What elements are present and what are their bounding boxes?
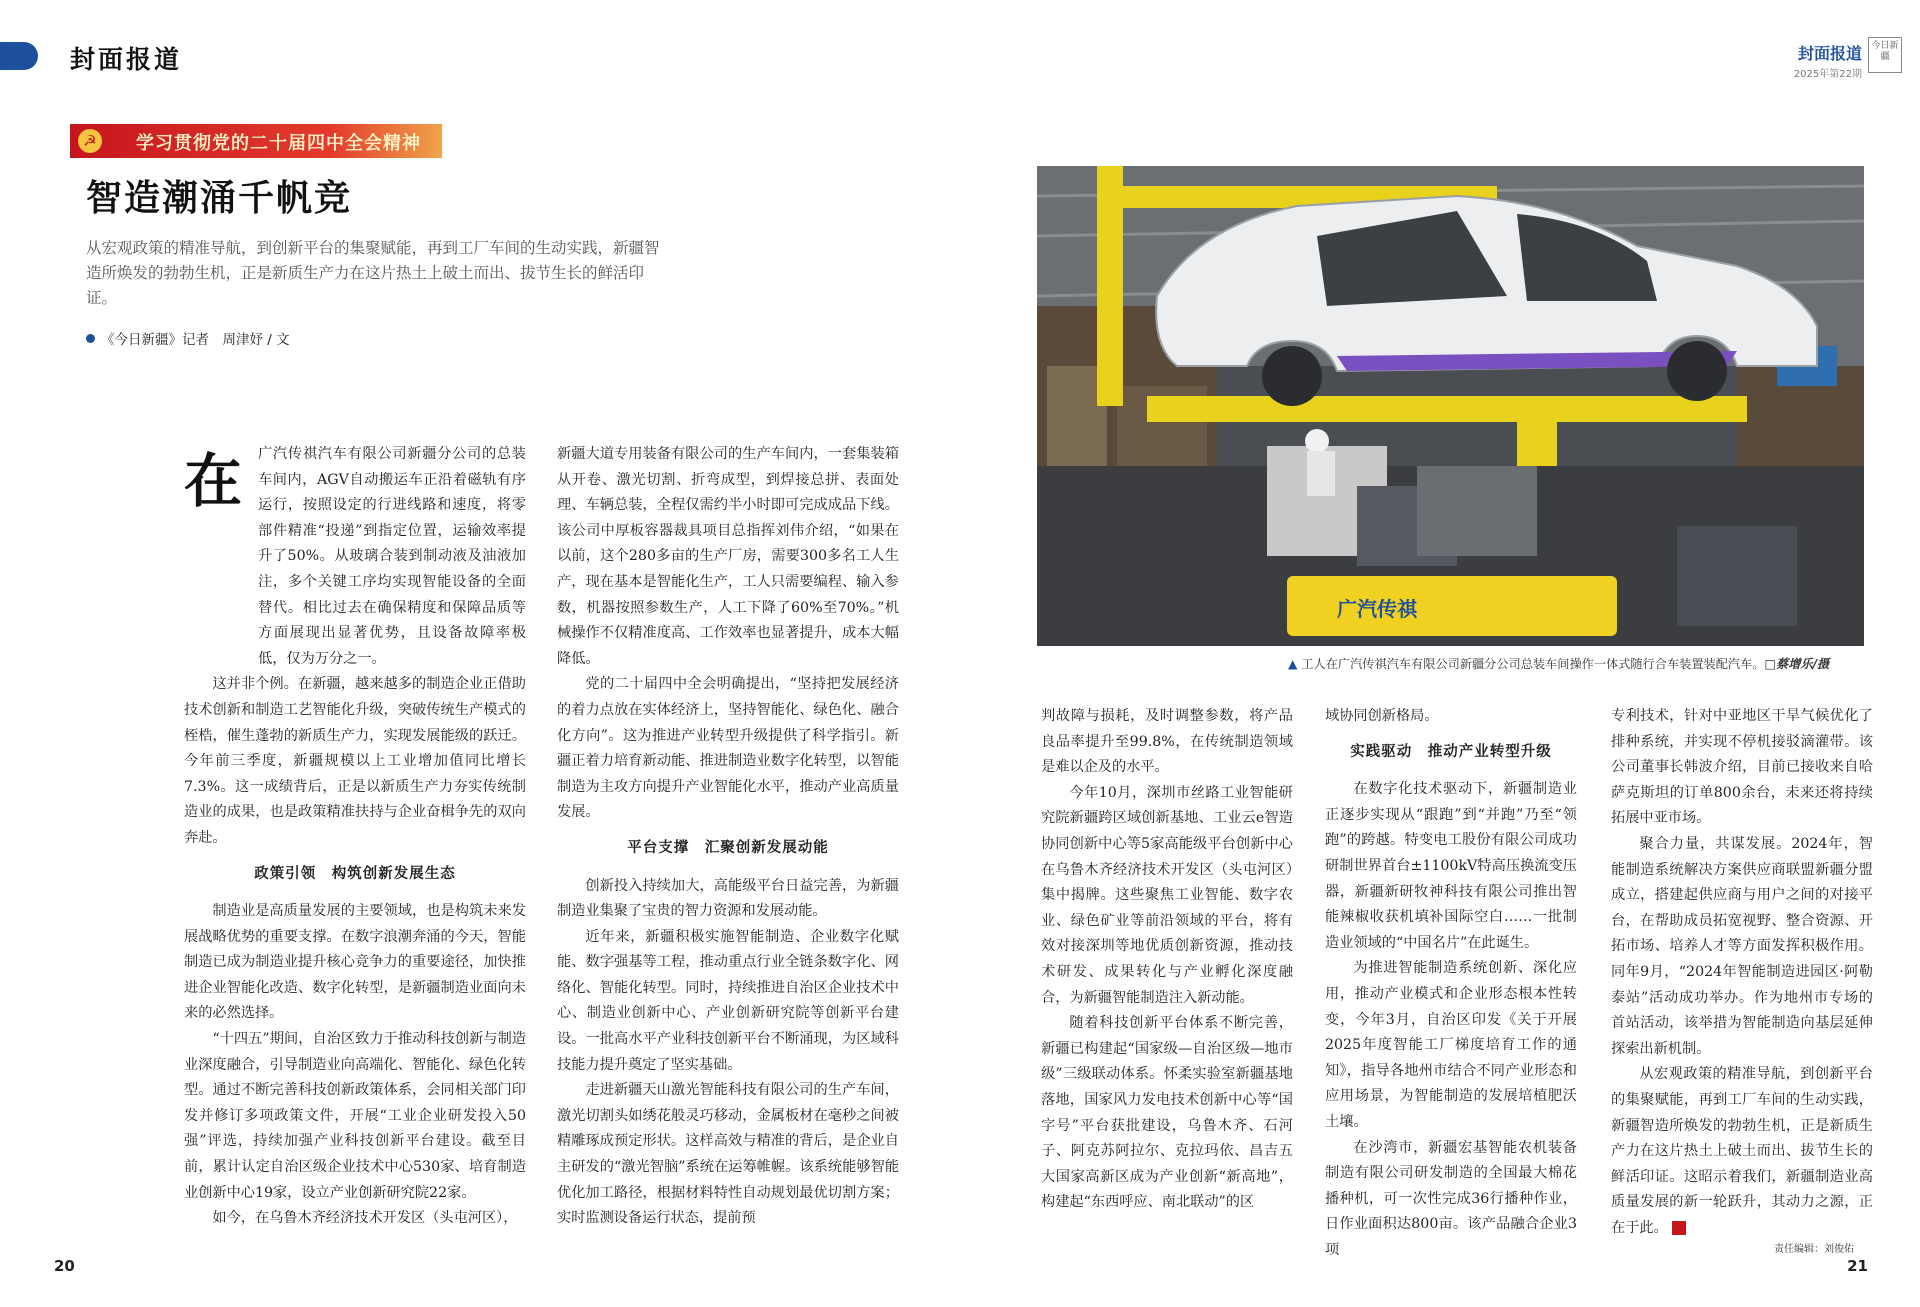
assembly-line-illustration: [1037, 166, 1864, 646]
photo-credit: □蔡增乐/摄: [1764, 657, 1830, 671]
text-column-4: [1325, 704, 1577, 1263]
factory-photo: [1037, 166, 1864, 646]
paragraph: 走进新疆天山激光智能科技有限公司的生产车间，激光切割头如绣花般灵巧移动，金属板材在毫秒之间被精雕琢成预定形状。这样高效与精准的背后，是企业自主研发的“激光智脑”系统在运筹帷幄。该系统能够智能优化加工路径，根据材料特性自动规划最优切割方案；实时监测设备运行状态，提前预: [557, 1082, 899, 1227]
section-tab-marker: [0, 42, 38, 70]
paragraph: 创新投入持续加大，高能级平台日益完善，为新疆制造业集聚了宝贵的智力资源和发展动能。: [557, 877, 899, 920]
paragraph: 今年10月，深圳市丝路工业智能研究院新疆跨区域创新基地、工业云e智造协同创新中心等5家高能级平台创新中心在乌鲁木齐经济技术开发区（头屯河区）集中揭牌。这些聚焦工业智能、数字农业、绿色矿业等前沿领域的平台，将有效对接深圳等地优质创新资源，推动技术研发、成果转化与产业孵化深度融合，为新疆智能制造注入新动能。: [1041, 784, 1293, 1006]
paragraph: 广汽传祺汽车有限公司新疆分公司的总装车间内，AGV自动搬运车正沿着磁轨有序运行，按照设定的行进线路和速度，将零部件精准“投递”到指定位置，运输效率提升了50%。从玻璃合装到制动液及油液加注，多个关键工序均实现智能设备的全面替代。相比过去在确保精度和保障品质等方面展现出显著优势，且设备故障率极低，仅为万分之一。: [258, 446, 526, 667]
theme-banner: [70, 124, 442, 158]
page-number-left: 20: [54, 1257, 75, 1275]
byline: [86, 328, 290, 348]
paragraph: 判故障与损耗，及时调整参数，将产品良品率提升至99.8%，在传统制造领域是难以企及的水平。: [1041, 708, 1293, 776]
paragraph: 域协同创新格局。: [1325, 708, 1439, 724]
paragraph: 近年来，新疆积极实施智能制造、企业数字化赋能、数字强基等工程，推动重点行业全链条数字化、网络化、智能化转型。同时，持续推进自治区企业技术中心、制造业创新中心、产业创新研究院等创新平台建设。一批高水平产业科技创新平台不断涌现，为区域科技能力提升奠定了坚实基础。: [557, 928, 899, 1073]
masthead-section: 封面报道: [1797, 44, 1862, 63]
paragraph: 聚合力量，共谋发展。2024年，智能制造系统解决方案供应商联盟新疆分盟成立，搭建起供应商与用户之间的对接平台，在帮助成员拓宽视野、整合资源、开拓市场、培养人才等方面发挥积极作用。同年9月，“2024年智能制造进园区·阿勒泰站”活动成功举办。作为地州市专场的首站活动，该举措为智能制造向基层延伸探索出新机制。: [1611, 835, 1873, 1057]
drop-cap: 在: [184, 447, 243, 515]
closing-paragraph-text: 从宏观政策的精准导航，到创新平台的集聚赋能，再到工厂车间的生动实践，新疆智造所焕发的勃勃生机，正是新质生产力在这片热土上破土而出、拔节生长的鲜活印证。这昭示着我们，新疆制造业高质量发展的新一轮跃升，其动力之源，正在于此。: [1611, 1066, 1873, 1236]
paragraph: 如今，在乌鲁木齐经济技术开发区（头屯河区），: [212, 1210, 518, 1227]
paragraph: “十四五”期间，自治区致力于推动科技创新与制造业深度融合，引导制造业向高端化、智能化、绿色化转型。通过不断完善科技创新政策体系，会同相关部门印发并修订多项政策文件，开展“工业企业研发投入50强”评选，持续加强产业科技创新平台建设。截至目前，累计认定自治区级企业技术中心530家、培育制造业创新中心19家，设立产业创新研究院22家。: [184, 1031, 526, 1201]
production-line-sign: 广汽传祺: [1337, 597, 1417, 621]
paragraph: 党的二十届四中全会明确提出，“坚持把发展经济的着力点放在实体经济上，坚持智能化、绿色化、融合化方向”。这为推进产业转型升级提供了科学指引。新疆正着力培育新动能、推进制造业数字化转型，以智能制造为主攻方向提升产业智能化水平，推动产业高质量发展。: [557, 676, 899, 821]
responsible-editor: 责任编辑：刘俊佑: [1774, 1244, 1854, 1255]
paragraph: [1611, 1062, 1873, 1241]
paragraph: 新疆大道专用装备有限公司的生产车间内，一套集装箱从开卷、激光切割、折弯成型，到焊接总拼、表面处理、车辆总装，全程仅需约半小时即可完成成品下线。该公司中厚板容器裁具项目总指挥刘伟介绍，“如果在以前，这个280多亩的生产厂房，需要300多名工人生产，现在基本是智能化生产，工人只需要编程、输入参数，机器按照参数生产，人工下降了60%至70%。”机械操作不仅精准度高、工作效率也显著提升，成本大幅降低。: [557, 446, 899, 667]
subheading: 平台支撑 汇聚创新发展动能: [627, 839, 829, 856]
photo-caption: [1288, 655, 1829, 672]
section-heading: 封面报道: [70, 45, 183, 74]
text-column-5: [1611, 704, 1873, 1241]
byline-text: 《今日新疆》记者 周津妤 / 文: [101, 332, 290, 348]
paragraph: 在沙湾市，新疆宏基智能农机装备制造有限公司研发制造的全国最大棉花播种机，可一次性完成36行播种作业，日作业面积达800亩。该产品融合企业3项: [1325, 1139, 1577, 1258]
bullet-icon: [86, 334, 95, 343]
article-title: 智造潮涌千帆竞: [86, 178, 353, 219]
text-column-3: [1041, 704, 1293, 1216]
magazine-logo: 今日新疆: [1868, 37, 1902, 73]
paragraph: 为推进智能制造系统创新、深化应用，推动产业模式和企业形态根本性转变，今年3月，自治区印发《关于开展2025年度智能工厂梯度培育工作的通知》，指导各地州市结合不同产业形态和应用场景，为智能制造的发展培植肥沃土壤。: [1325, 960, 1577, 1130]
issue-number: 2025年第22期: [1793, 69, 1862, 80]
subheading: 政策引领 构筑创新发展生态: [254, 865, 456, 882]
subheading: 实践驱动 推动产业转型升级: [1350, 743, 1552, 760]
paragraph: 在数字化技术驱动下，新疆制造业正逐步实现从“跟跑”到“并跑”乃至“领跑”的跨越。特变电工股份有限公司成功研制世界首台±1100kV特高压换流变压器，新疆新研牧神科技有限公司推出智能辣椒收获机填补国际空白……一批制造业领域的“中国名片”在此诞生。: [1325, 781, 1577, 951]
page-number-right: 21: [1847, 1257, 1868, 1275]
paragraph: 制造业是高质量发展的主要领域，也是构筑未来发展战略优势的重要支撑。在数字浪潮奔涌的今天，智能制造已成为制造业提升核心竞争力的重要途径，加快推进企业智能化改造、数字化转型，是新疆制造业面向未来的必然选择。: [184, 903, 526, 1022]
article-lead: 从宏观政策的精准导航，到创新平台的集聚赋能，再到工厂车间的生动实践，新疆智造所焕发的勃勃生机，正是新质生产力在这片热土上破土而出、拔节生长的鲜活印证。: [86, 239, 660, 307]
paragraph: 随着科技创新平台体系不断完善，新疆已构建起“国家级—自治区级—地市级”三级联动体系。怀柔实验室新疆基地落地，国家风力发电技术创新中心等“国字号”平台获批建设，乌鲁木齐、石河子、阿克苏阿拉尔、克拉玛依、昌吉五大国家高新区成为产业创新“新高地”，构建起“东西呼应、南北联动”的区: [1041, 1015, 1293, 1211]
paragraph: 这并非个例。在新疆，越来越多的制造企业正借助技术创新和制造工艺智能化升级，突破传统生产模式的桎梏，催生蓬勃的新质生产力，实现发展能级的跃迁。今年前三季度，新疆规模以上工业增加值同比增长7.3%。这一成绩背后，正是以新质生产力夯实传统制造业的成果，也是政策精准扶持与企业奋楫争先的双向奔赴。: [184, 676, 526, 846]
caption-triangle-icon: ▲: [1288, 657, 1298, 671]
paragraph: 专利技术，针对中亚地区干旱气候优化了排种系统，并实现不停机接驳滴灌带。该公司董事长韩波介绍，目前已接收来自哈萨克斯坦的订单800余台，未来还将持续拓展中亚市场。: [1611, 708, 1873, 827]
banner-text: 学习贯彻党的二十届四中全会精神: [136, 133, 421, 154]
text-column-2: [557, 442, 899, 1232]
party-emblem-icon: ☭: [78, 129, 102, 153]
magazine-masthead: [1794, 41, 1862, 80]
end-mark-icon: J: [1672, 1221, 1686, 1235]
caption-text: 工人在广汽传祺汽车有限公司新疆分公司总装车间操作一体式随行合车装置装配汽车。: [1301, 657, 1765, 671]
text-column-1: [184, 442, 526, 1232]
